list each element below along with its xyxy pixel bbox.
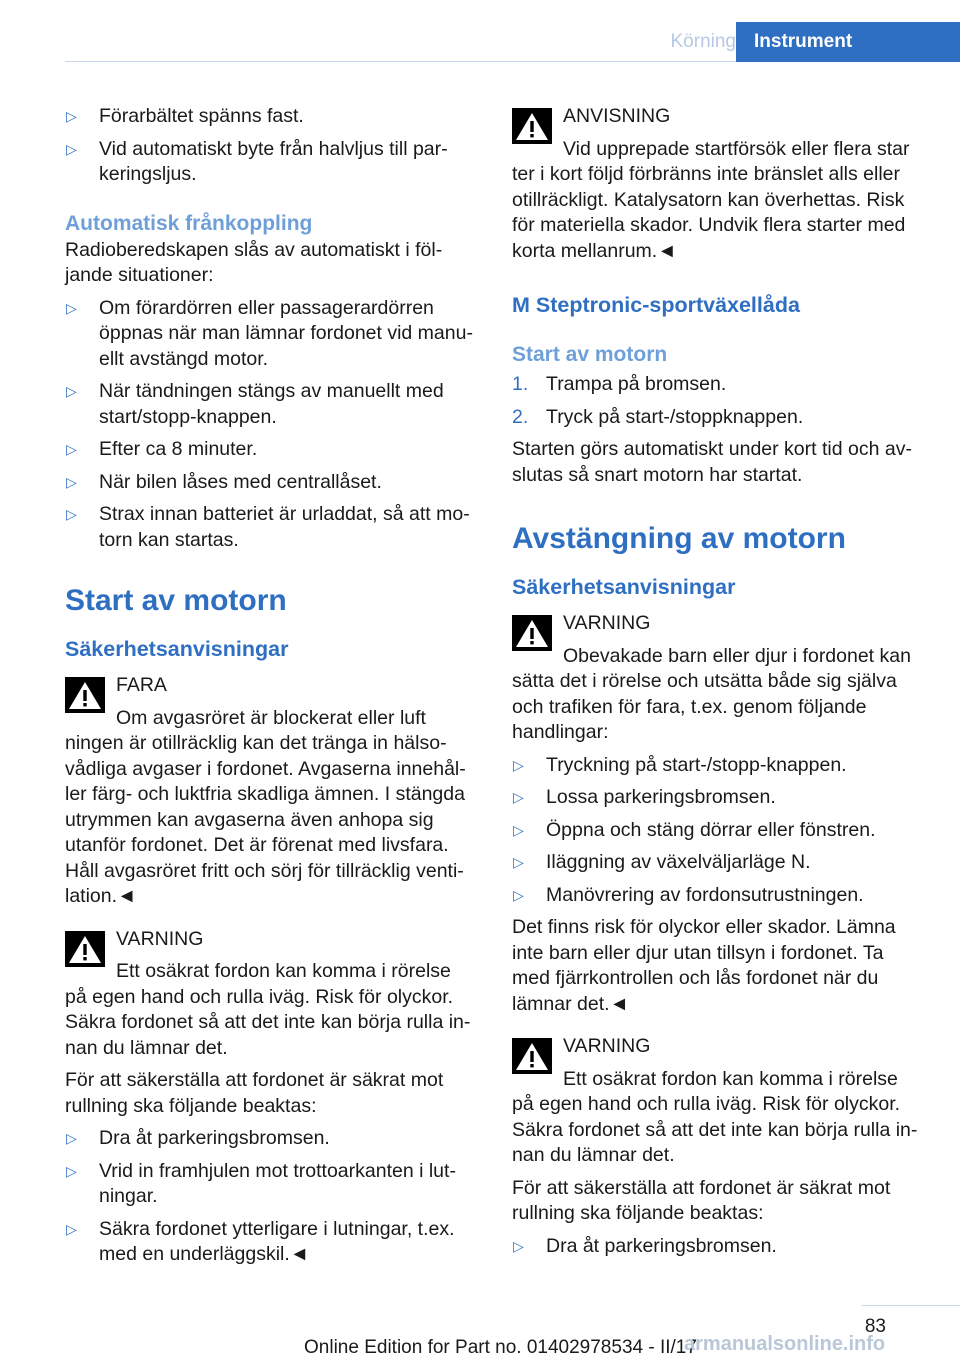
heading-safety: Säkerhetsanvisningar [65,637,289,661]
warning-first-line: Ett osäkrat fordon kan komma i rörelse [116,960,451,982]
list-item: 2. Tryck på start-/stoppknappen. [512,405,924,431]
warning-first-line: Ett osäkrat fordon kan komma i rörelse [563,1067,898,1090]
list-item: ▷ När bilen låses med centrallåset. [65,470,477,496]
page-number: 83 [864,1316,886,1337]
edition-text: Online Edition for Part no. 01402978534 - II/17 [304,1337,697,1358]
right-column [512,104,924,1266]
step-number: 1. [512,373,529,395]
triangle-bullet-icon: ▷ [513,1237,524,1254]
warning-body: på egen hand och rulla iväg. Risk för olyckor. Säkra fordonet så att det inte kan börja rulla innan du lämnar det. [65,985,471,1059]
triangle-bullet-icon: ▷ [66,1130,77,1146]
secure-intro: För att säkerställa att fordonet är säkrat mot rullning ska följande beaktas: [65,1069,444,1117]
list-item: ▷ När tändningen stängs av manuellt med start/stopp-knappen. [66,380,444,428]
triangle-bullet-icon: ▷ [66,108,77,124]
danger-first-line: Om avgasröret är blockerat eller luft [116,706,426,729]
warning-notice [65,927,477,1062]
list-item: ▷ Manövrering av fordonsutrustningen. [512,883,924,909]
heading-safety: Säkerhetsanvisningar [512,575,736,599]
warning-title: VARNING [563,1035,651,1057]
list-item: ▷ Öppna och stäng dörrar eller fönstren. [512,818,924,844]
subheading-auto-off: Automatisk frånkoppling [65,211,313,235]
triangle-bullet-icon: ▷ [513,789,524,805]
triangle-bullet-icon: ▷ [66,441,77,457]
list-item: ▷ Efter ca 8 minuter. [65,437,477,463]
list-item: ▷ Strax innan batteriet är urladdat, så att motorn kan startas. [66,503,470,551]
danger-title: FARA [116,674,167,696]
warning-notice [512,611,924,746]
header-chapter-tab: Instrument [736,22,960,62]
triangle-bullet-icon: ▷ [513,886,524,903]
triangle-bullet-icon: ▷ [66,1220,77,1237]
triangle-bullet-icon: ▷ [66,473,77,490]
auto-off-intro: Radioberedskapen slås av automatiskt i följande situationer: [65,238,443,286]
warning-triangle-icon [512,108,552,144]
watermark: armanualsonline.info [684,1333,886,1355]
page-header [65,22,960,62]
triangle-bullet-icon: ▷ [513,756,524,773]
triangle-bullet-icon: ▷ [513,821,524,838]
list-item: ▷ Tryckning på start-/stopp-knappen. [512,753,924,779]
header-section-label: Körning [670,31,736,52]
list-item: ▷ Säkra fordonet ytterligare i lutningar, t.ex. med en underläggskil.◄ [66,1217,455,1265]
heading-steptronic: M Steptronic-sportväxellåda [512,293,800,317]
subheading-start: Start av motorn [512,343,668,366]
warning-triangle-icon [512,1038,552,1074]
list-item: ▷ Om förardörren eller passagerardörren öppnas när man lämnar fordonet vid manuellt avstängd motor. [66,296,473,370]
triangle-bullet-icon: ▷ [513,854,524,870]
list-item: ▷ Iläggning av växelväljarläge N. [512,850,924,876]
list-item: ▷ Förarbältet spänns fast. [65,104,477,130]
warning-triangle-icon [65,931,105,967]
warning-triangle-icon [65,677,105,713]
triangle-bullet-icon: ▷ [66,506,77,522]
list-item: 1. Trampa på bromsen. [512,372,924,398]
notice-first-line: Vid upprepade startförsök eller flera star [563,137,910,160]
notice-body: ter i kort följd förbränns inte bränslet alls eller otillräckligt. Katalysatorn kan överhettas. Risk för materiella skador. Undvik flera starter med korta mellanrum.◄ [512,163,906,262]
danger-body: ningen är otillräcklig kan det tränga in hälsovådliga avgaser i fordonet. Avgaserna innehåller färg- och luktfria skadliga ämnen. I stängda utrymmen kan avgaserna även anhopa sig utanför fordonet. Det är förenat med livsfara. Håll avgasröret fritt och sörj för tillräcklig ventilation.◄ [65,732,466,907]
secure-intro: För att säkerställa att fordonet är säkrat mot rullning ska följande beaktas: [512,1176,891,1224]
danger-notice [65,673,477,910]
list-item: ▷ Vrid in framhjulen mot trottoarkanten i lutningar. [66,1159,456,1207]
list-item: ▷ Dra åt parkeringsbromsen. [65,1126,477,1152]
notice-box [512,104,924,264]
step-number: 2. [512,405,529,428]
stop-paragraph: Det finns risk för olyckor eller skador. Lämna inte barn eller djur utan tillsyn i fordonet. Ta med fjärrkontrollen och lås fordonet när du lämnar det.◄ [512,916,896,1015]
heading-start-engine: Start av motorn [65,584,287,617]
warning-triangle-icon [512,615,552,651]
heading-stop-engine: Avstängning av motorn [512,522,846,555]
warning-notice [512,1034,924,1169]
triangle-bullet-icon: ▷ [66,140,77,157]
list-item: ▷ Lossa parkeringsbromsen. [512,785,924,811]
start-paragraph: Starten görs automatiskt under kort tid och avslutas så snart motorn har startat. [512,438,912,486]
triangle-bullet-icon: ▷ [66,1162,77,1179]
list-item: ▷ Vid automatiskt byte från halvljus till parkeringsljus. [66,137,448,185]
list-item: ▷ Dra åt parkeringsbromsen. [512,1234,924,1260]
warning-title: VARNING [563,612,651,634]
warning-title: VARNING [116,927,204,950]
footer-rule [862,1305,960,1306]
triangle-bullet-icon: ▷ [66,383,77,399]
warning-body: sätta det i rörelse och utsätta både sig själva och trafiken för fara, t.ex. genom följande handlingar: [512,670,897,743]
left-column [65,104,477,1275]
triangle-bullet-icon: ▷ [66,299,77,316]
warning-body: på egen hand och rulla iväg. Risk för olyckor. Säkra fordonet så att det inte kan börja rulla innan du lämnar det. [512,1093,918,1166]
warning-first-line: Obevakade barn eller djur i fordonet kan [563,644,911,667]
notice-title: ANVISNING [563,105,671,127]
